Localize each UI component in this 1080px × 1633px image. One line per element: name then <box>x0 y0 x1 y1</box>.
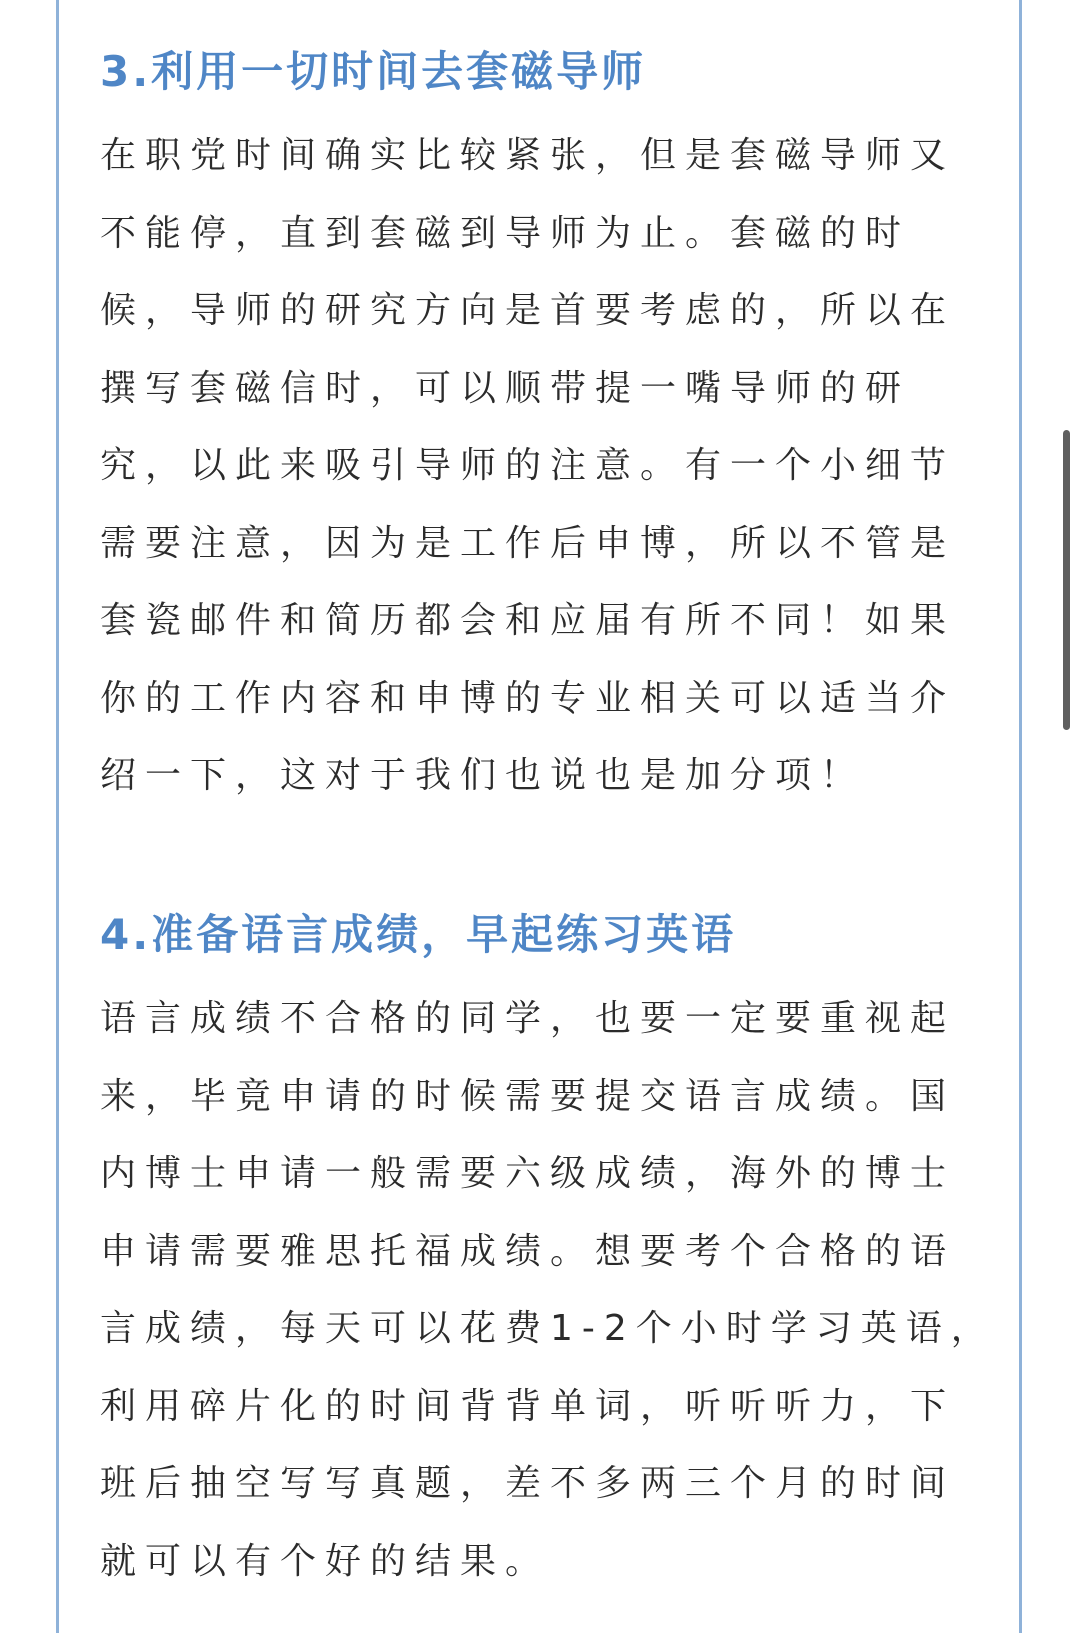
paragraph-line: 来，毕竟申请的时候需要提交语言成绩。国 <box>100 1075 956 1117</box>
article-frame-right-border <box>1019 0 1022 1633</box>
section-paragraph <box>100 980 996 1600</box>
paragraph-line: 你的工作内容和申博的专业相关可以适当介 <box>100 677 956 719</box>
paragraph-line: 在职党时间确实比较紧张，但是套磁导师又 <box>100 135 956 176</box>
article-frame-left-border <box>56 0 59 1633</box>
paragraph-line: 言成绩，每天可以花费1-2个小时学习英语， <box>100 1308 996 1349</box>
paragraph-line: 究，以此来吸引导师的注意。有一个小细节 <box>100 445 956 486</box>
paragraph-line: 申请需要雅思托福成绩。想要考个合格的语 <box>100 1230 956 1272</box>
paragraph-line: 不能停，直到套磁到导师为止。套磁的时 <box>100 212 911 254</box>
paragraph-line: 套瓷邮件和简历都会和应届有所不同！如果 <box>100 600 956 641</box>
section-paragraph <box>100 117 955 815</box>
paragraph-line: 内博士申请一般需要六级成绩，海外的博士 <box>100 1153 956 1194</box>
paragraph-line: 绍一下，这对于我们也说也是加分项！ <box>100 755 866 796</box>
paragraph-line: 候，导师的研究方向是首要考虑的，所以在 <box>100 290 956 331</box>
paragraph-line: 利用碎片化的时间背背单词，听听听力，下 <box>100 1385 956 1427</box>
paragraph-line: 就可以有个好的结果。 <box>100 1540 551 1582</box>
paragraph-line: 撰写套磁信时，可以顺带提一嘴导师的研 <box>100 367 911 409</box>
section-heading: 4.准备语言成绩，早起练习英语 <box>100 910 737 959</box>
section-heading: 3.利用一切时间去套磁导师 <box>100 47 647 96</box>
paragraph-line: 语言成绩不合格的同学，也要一定要重视起 <box>100 998 956 1039</box>
paragraph-line: 班后抽空写写真题，差不多两三个月的时间 <box>100 1463 956 1504</box>
paragraph-line: 需要注意，因为是工作后申博，所以不管是 <box>100 522 956 564</box>
scrollbar-thumb[interactable] <box>1063 430 1070 730</box>
